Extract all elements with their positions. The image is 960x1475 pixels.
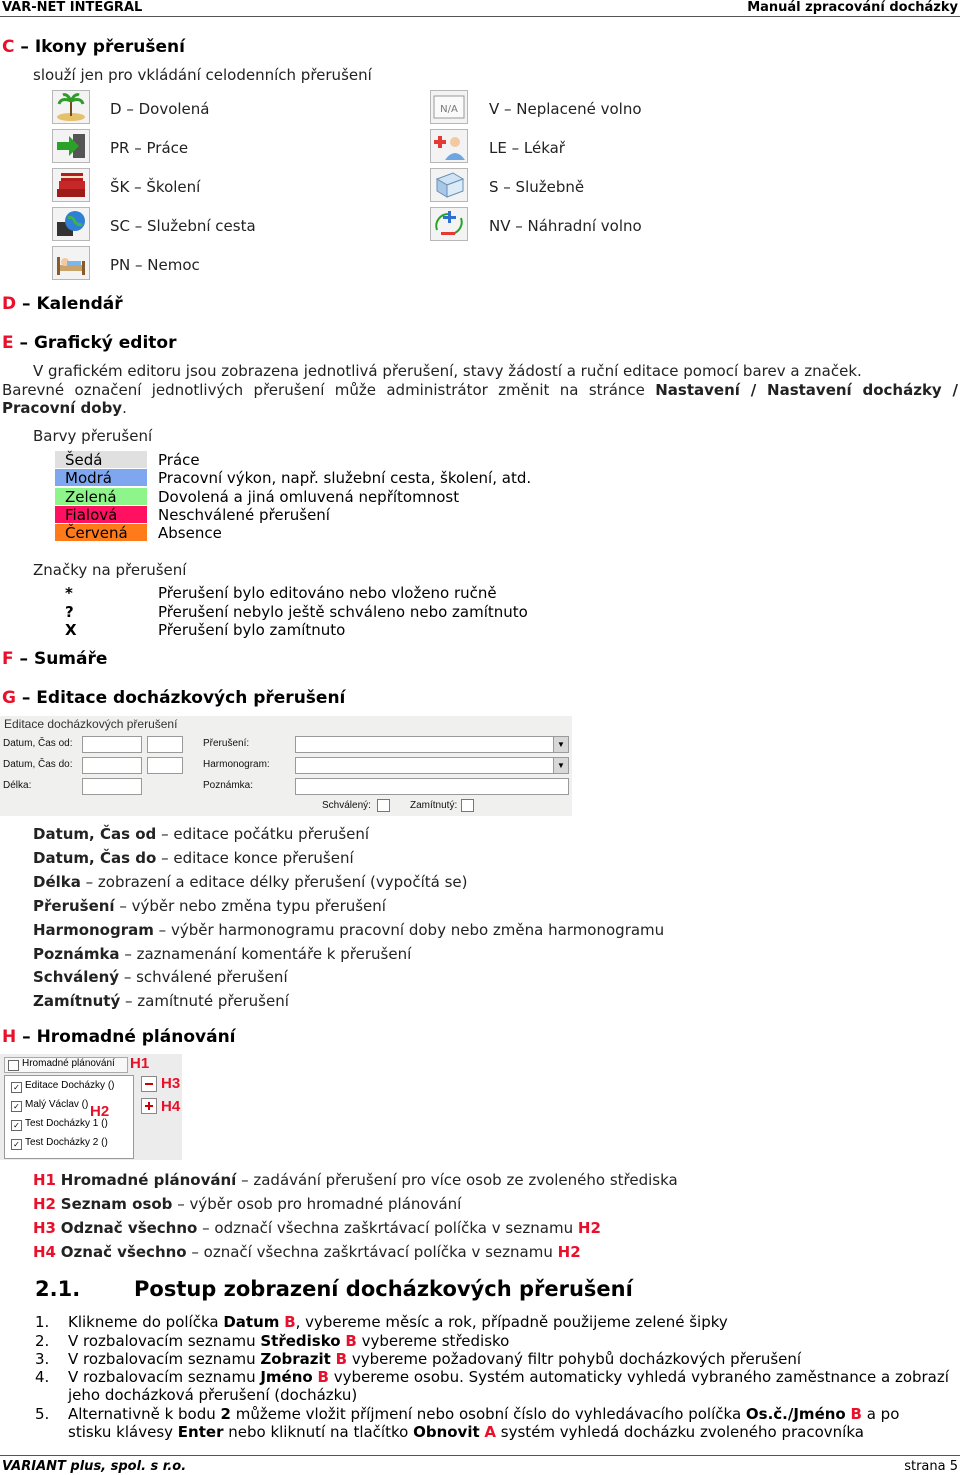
section-21-number: 2.1. <box>35 1277 81 1301</box>
section-e-paragraph-2: Barevné označení jednotlivých přerušení může administrátor změnit na stránce Nastavení / Nastavení docházky / <box>2 381 958 399</box>
definition-desc: editace počátku přerušení <box>173 825 370 843</box>
note-input[interactable] <box>295 778 569 795</box>
mass-planning-screenshot <box>0 1054 182 1160</box>
definition-desc: schválené přerušení <box>136 968 288 987</box>
doctor-icon <box>430 129 468 163</box>
footer-right: strana 5 <box>904 1459 958 1474</box>
mark-all-button[interactable] <box>141 1098 157 1114</box>
h2-marker: H2 <box>90 1103 110 1120</box>
definition-item: Harmonogram – výběr harmonogramu pracovní doby nebo změna harmonogramu <box>33 920 665 939</box>
footer-left: VARIANT plus, spol. s r.o. <box>2 1459 187 1474</box>
to-date-input[interactable] <box>82 757 142 774</box>
definition-desc: výběr harmonogramu pracovní doby nebo změna harmonogramu <box>170 920 665 939</box>
person-checkbox[interactable]: ✓ <box>11 1139 22 1150</box>
definition-term: Délka <box>33 872 81 891</box>
person-row[interactable]: Malý Václav () <box>25 1099 89 1110</box>
section-f-title: F – Sumáře <box>2 649 108 669</box>
definition-term: Datum, Čas od <box>33 825 157 843</box>
island-palm-icon <box>52 90 90 124</box>
definition-item: Délka – zobrazení a editace délky přerušení (vypočítá se) <box>33 872 468 891</box>
books-icon <box>52 168 90 202</box>
definition-term: Schválený <box>33 968 120 987</box>
color-swatch: Modrá <box>55 469 147 486</box>
mark-symbol: * <box>65 584 73 602</box>
unmark-all-button[interactable] <box>141 1076 157 1092</box>
footer-divider <box>0 1455 960 1456</box>
exit-arrow-icon <box>52 129 90 163</box>
section-21-title: Postup zobrazení docházkových přerušení <box>134 1277 633 1301</box>
schedule-label: Harmonogram: <box>203 759 270 770</box>
type-label: Přerušení: <box>203 738 250 749</box>
rejected-checkbox[interactable] <box>461 799 474 812</box>
h1-marker: H1 <box>130 1055 150 1072</box>
definition-item: Přerušení – výběr nebo změna typu přerušení <box>33 896 386 915</box>
definition-desc: zaznamenání komentáře k přerušení <box>136 944 412 963</box>
mass-planning-label: Hromadné plánování <box>22 1058 115 1069</box>
header-left: VAR-NET INTEGRAL <box>2 0 143 15</box>
color-description: Práce <box>158 451 200 469</box>
section-e-paragraph-2-end: Pracovní doby. <box>2 399 127 417</box>
mass-planning-item: H3 Odznač všechno – odznačí všechna zaškrtávací políčka v seznamu H2 <box>33 1219 601 1237</box>
mark-description: Přerušení bylo editováno nebo vloženo ručně <box>158 584 497 602</box>
person-row[interactable]: Test Docházky 1 () <box>25 1118 108 1129</box>
definition-desc: zobrazení a editace délky přerušení (vypočítá se) <box>97 872 468 891</box>
color-description: Dovolená a jiná omluvená nepřítomnost <box>158 487 460 506</box>
color-swatch: Šedá <box>55 451 147 468</box>
section-h-title: H – Hromadné plánování <box>2 1027 236 1047</box>
color-swatch: Zelená <box>55 488 147 505</box>
definition-desc: výběr nebo změna typu přerušení <box>131 896 386 915</box>
icon-label-s: S – Služebně <box>489 178 585 196</box>
mark-symbol: ? <box>65 602 74 621</box>
color-description: Absence <box>158 524 222 543</box>
definition-item: Poznámka – zaznamenání komentáře k přerušení <box>33 944 412 963</box>
type-select[interactable] <box>295 736 569 753</box>
from-time-input[interactable] <box>147 736 183 753</box>
approved-checkbox[interactable] <box>377 799 390 812</box>
mass-planning-item: H4 Označ všechno – označí všechna zaškrtávací políčka v seznamu H2 <box>33 1243 581 1261</box>
office-icon <box>430 168 468 202</box>
person-checkbox[interactable]: ✓ <box>11 1082 22 1093</box>
color-swatch: Fialová <box>55 506 147 523</box>
plus-minus-icon <box>430 207 468 241</box>
chevron-down-icon[interactable]: ▼ <box>553 758 568 773</box>
to-time-input[interactable] <box>147 757 183 774</box>
mark-description: Přerušení bylo zamítnuto <box>158 621 346 639</box>
icon-label-pr: PR – Práce <box>110 139 189 157</box>
approved-label: Schválený: <box>322 800 371 811</box>
section-g-title: G – Editace docházkových přerušení <box>2 688 346 708</box>
color-swatch: Červená <box>55 524 147 541</box>
definition-term: Datum, Čas do <box>33 848 157 867</box>
mass-planning-checkbox[interactable] <box>8 1060 19 1071</box>
section-e-paragraph-1: V grafickém editoru jsou zobrazena jednotlivá přerušení, stavy žádostí a ruční editace pomocí barev a značek. <box>33 362 862 380</box>
form-title: Editace docházkových přerušení <box>4 717 178 731</box>
mass-planning-header <box>4 1057 128 1073</box>
icon-label-sk: ŠK – Školení <box>110 178 201 196</box>
to-label: Datum, Čas do: <box>3 759 73 770</box>
length-input[interactable] <box>82 778 142 795</box>
definition-term: Harmonogram <box>33 920 154 939</box>
section-e-title: E – Grafický editor <box>2 333 177 353</box>
color-description: Neschválené přerušení <box>158 505 330 524</box>
icon-label-pn: PN – Nemoc <box>110 256 200 274</box>
sick-bed-icon <box>52 246 90 280</box>
colors-title: Barvy přerušení <box>33 427 153 445</box>
icon-label-le: LE – Lékař <box>489 139 565 157</box>
length-label: Délka: <box>3 780 32 791</box>
definition-item: Datum, Čas od – editace počátku přerušení <box>33 825 370 843</box>
header-divider <box>0 16 960 17</box>
edit-form-screenshot <box>0 716 572 816</box>
marks-title: Značky na přerušení <box>33 561 187 579</box>
definition-item: Datum, Čas do – editace konce přerušení <box>33 848 354 867</box>
definition-term: Poznámka <box>33 944 120 963</box>
icon-label-nv: NV – Náhradní volno <box>489 217 642 235</box>
note-label: Poznámka: <box>203 780 254 791</box>
color-description: Pracovní výkon, např. služební cesta, školení, atd. <box>158 469 532 488</box>
icon-label-sc: SC – Služební cesta <box>110 217 256 235</box>
definition-desc: editace konce přerušení <box>173 848 354 867</box>
mark-symbol: X <box>65 621 77 639</box>
definition-term: Přerušení <box>33 896 115 915</box>
chevron-down-icon[interactable]: ▼ <box>553 737 568 752</box>
section-c-title: C – Ikony přerušení <box>2 37 185 57</box>
person-row[interactable]: Test Docházky 2 () <box>25 1137 108 1148</box>
icon-label-v: V – Neplacené volno <box>489 100 642 118</box>
person-checkbox[interactable]: ✓ <box>11 1101 22 1112</box>
svg-text:N/A: N/A <box>440 104 458 115</box>
person-list[interactable] <box>4 1075 134 1159</box>
h4-marker: H4 <box>161 1098 181 1115</box>
mark-description: Přerušení nebylo ještě schváleno nebo zamítnuto <box>158 602 528 621</box>
header-right: Manuál zpracování docházky <box>747 0 958 15</box>
person-checkbox[interactable]: ✓ <box>11 1120 22 1131</box>
definition-term: Zamítnutý <box>33 992 121 1011</box>
rejected-label: Zamítnutý: <box>410 800 458 811</box>
mass-planning-item: H1 Hromadné plánování – zadávání přerušení pro více osob ze zvoleného střediska <box>33 1171 678 1189</box>
section-d-title: D – Kalendář <box>2 294 123 314</box>
definition-item: Zamítnutý – zamítnuté přerušení <box>33 992 289 1011</box>
na-icon <box>430 90 468 124</box>
section-c-intro: slouží jen pro vkládání celodenních přerušení <box>33 66 372 84</box>
h3-marker: H3 <box>161 1075 181 1092</box>
definition-item: Schválený – schválené přerušení <box>33 968 288 987</box>
icon-label-d: D – Dovolená <box>110 100 210 118</box>
schedule-select[interactable] <box>295 757 569 774</box>
from-date-input[interactable] <box>82 736 142 753</box>
from-label: Datum, Čas od: <box>3 738 73 749</box>
mass-planning-item: H2 Seznam osob – výběr osob pro hromadné plánování <box>33 1195 462 1213</box>
definition-desc: zamítnuté přerušení <box>137 992 289 1011</box>
person-row[interactable]: Editace Docházky () <box>25 1080 115 1091</box>
globe-icon <box>52 207 90 241</box>
